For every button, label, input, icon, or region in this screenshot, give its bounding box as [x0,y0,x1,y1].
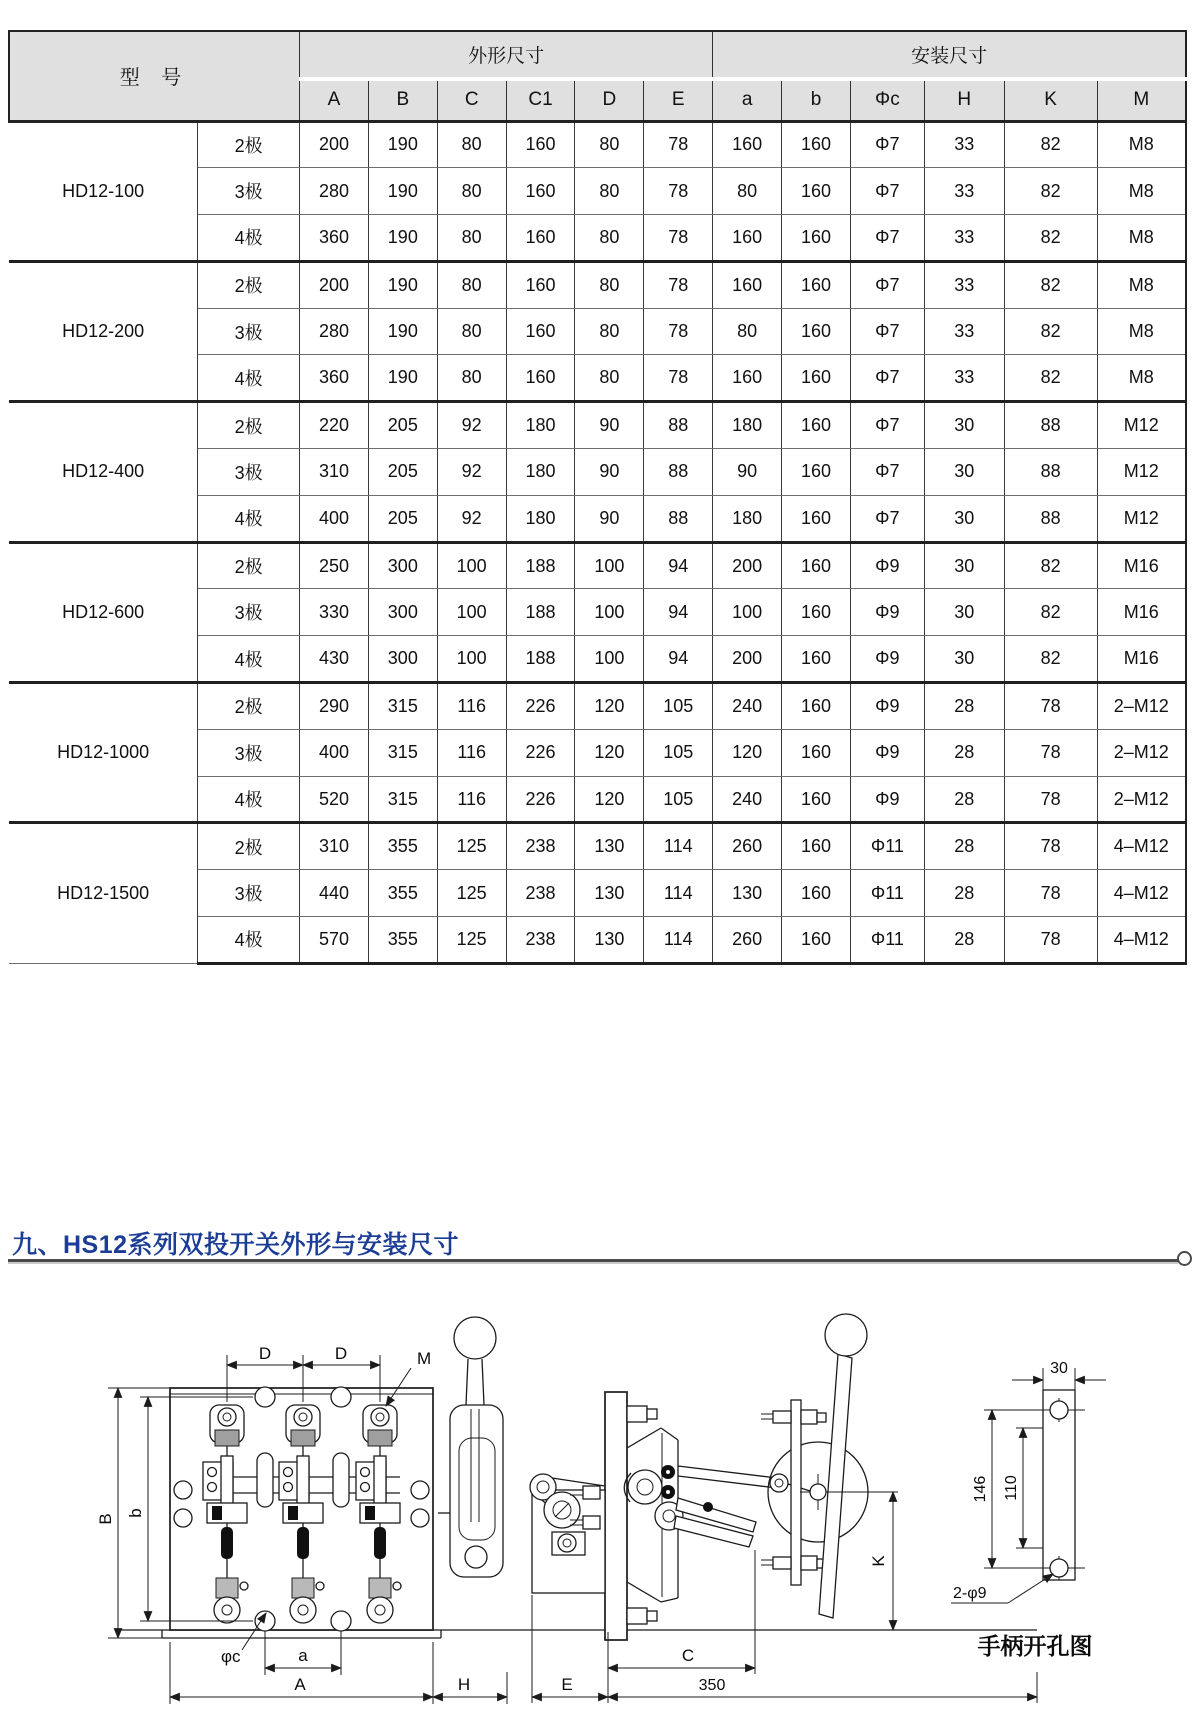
col-header-a: a [713,79,782,121]
value-cell: 78 [644,308,713,355]
value-cell: 92 [437,449,506,496]
value-cell: 30 [924,636,1004,683]
value-cell: 300 [368,636,437,683]
value-cell: 90 [575,449,644,496]
value-cell: 30 [924,449,1004,496]
value-cell: 200 [713,542,782,589]
value-cell: 88 [644,495,713,542]
front-view-drawing [96,1344,507,1704]
value-cell: 220 [300,402,369,449]
value-cell: 205 [368,449,437,496]
value-cell: 190 [368,308,437,355]
dim-label-H: H [457,1675,471,1694]
value-cell: 160 [782,589,851,636]
heading-rule-end-ring [1177,1251,1192,1266]
value-cell: 30 [924,589,1004,636]
value-cell: 78 [644,261,713,308]
value-cell: 78 [644,168,713,215]
value-cell: Φ7 [850,168,924,215]
value-cell: 160 [782,495,851,542]
value-cell: 238 [506,917,575,964]
pole-cell: 3极 [198,729,300,776]
value-cell: 80 [437,355,506,402]
value-cell: 125 [437,870,506,917]
value-cell: 130 [575,823,644,870]
value-cell: 80 [437,168,506,215]
dim-label-2-phi9: 2-φ9 [953,1585,987,1602]
value-cell: 82 [1004,589,1097,636]
value-cell: 82 [1004,542,1097,589]
model-cell: HD12-1500 [9,823,198,963]
value-cell: 78 [644,215,713,262]
value-cell: 88 [1004,402,1097,449]
model-cell: HD12-1000 [9,683,198,823]
table-body [9,121,1186,963]
value-cell: 160 [782,449,851,496]
value-cell: 250 [300,542,369,589]
value-cell: 160 [713,261,782,308]
value-cell: 80 [575,308,644,355]
value-cell: M8 [1097,261,1186,308]
pole-cell: 4极 [198,776,300,823]
pole-cell: 3极 [198,308,300,355]
value-cell: 160 [713,355,782,402]
dim-label-B: B [96,1513,115,1525]
pole-cell: 2极 [198,121,300,168]
value-cell: M16 [1097,589,1186,636]
value-cell: 30 [924,495,1004,542]
value-cell: Φ9 [850,683,924,730]
value-cell: 116 [437,729,506,776]
value-cell: 114 [644,870,713,917]
value-cell: 440 [300,870,369,917]
top-mount-hole [255,1387,275,1407]
value-cell: 160 [506,261,575,308]
dim-label-D1: D [258,1344,272,1363]
value-cell: 190 [368,261,437,308]
technical-drawings [0,1280,1200,1734]
value-cell: 280 [300,308,369,355]
value-cell: 130 [575,917,644,964]
table-row [9,542,1186,589]
pole-cell: 2极 [198,402,300,449]
value-cell: 160 [782,308,851,355]
value-cell: 160 [713,121,782,168]
value-cell: 355 [368,870,437,917]
model-cell: HD12-400 [9,402,198,542]
value-cell: 82 [1004,355,1097,402]
value-cell: Φ7 [850,402,924,449]
dim-label-110: 110 [1003,1475,1020,1501]
pole-cell: 3极 [198,449,300,496]
value-cell: 160 [713,215,782,262]
value-cell: 160 [782,542,851,589]
value-cell: 116 [437,683,506,730]
value-cell: M12 [1097,449,1186,496]
value-cell: 82 [1004,308,1097,355]
value-cell: 400 [300,729,369,776]
value-cell: M8 [1097,215,1186,262]
value-cell: 80 [437,215,506,262]
value-cell: Φ9 [850,589,924,636]
value-cell: 90 [575,495,644,542]
value-cell: 310 [300,823,369,870]
mounting-dims-group-header: 安装尺寸 [713,31,1186,79]
value-cell: 120 [575,683,644,730]
value-cell: 80 [575,121,644,168]
table-row [9,402,1186,449]
value-cell: 94 [644,589,713,636]
value-cell: 28 [924,917,1004,964]
value-cell: 200 [300,121,369,168]
value-cell: 82 [1004,168,1097,215]
pole-cell: 4极 [198,917,300,964]
value-cell: 188 [506,589,575,636]
value-cell: Φ9 [850,776,924,823]
dim-label-b: b [126,1508,145,1518]
value-cell: 190 [368,168,437,215]
value-cell: 160 [782,776,851,823]
value-cell: Φ11 [850,870,924,917]
value-cell: 160 [782,355,851,402]
value-cell: 90 [713,449,782,496]
value-cell: 125 [437,917,506,964]
value-cell: 520 [300,776,369,823]
model-column-header: 型 号 [9,31,300,121]
value-cell: 88 [644,402,713,449]
handle-knob [454,1317,496,1359]
value-cell: 238 [506,823,575,870]
value-cell: 100 [575,589,644,636]
value-cell: 82 [1004,215,1097,262]
value-cell: 28 [924,870,1004,917]
col-header-B: B [368,79,437,121]
value-cell: 33 [924,261,1004,308]
value-cell: 4–M12 [1097,823,1186,870]
value-cell: 82 [1004,261,1097,308]
value-cell: 78 [644,121,713,168]
value-cell: 188 [506,542,575,589]
model-cell: HD12-600 [9,542,198,682]
value-cell: Φ7 [850,449,924,496]
value-cell: 190 [368,121,437,168]
pole-cell: 2极 [198,683,300,730]
value-cell: 130 [713,870,782,917]
dim-label-C: C [681,1646,695,1665]
value-cell: 160 [782,729,851,776]
value-cell: 238 [506,870,575,917]
header-group-row [9,31,1186,79]
value-cell: 80 [437,261,506,308]
value-cell: Φ11 [850,917,924,964]
value-cell: 28 [924,729,1004,776]
value-cell: 120 [575,729,644,776]
pole-cell: 3极 [198,589,300,636]
value-cell: 114 [644,823,713,870]
value-cell: Φ9 [850,636,924,683]
col-header-b: b [782,79,851,121]
value-cell: 240 [713,776,782,823]
value-cell: 94 [644,542,713,589]
value-cell: 160 [782,823,851,870]
value-cell: 33 [924,355,1004,402]
handle-hole-drawing [951,1360,1106,1659]
value-cell: 180 [506,495,575,542]
value-cell: 180 [506,402,575,449]
value-cell: M16 [1097,636,1186,683]
value-cell: 160 [506,355,575,402]
value-cell: 355 [368,823,437,870]
value-cell: 88 [1004,449,1097,496]
dim-label-146: 146 [972,1475,989,1503]
value-cell: 160 [506,168,575,215]
bottom-mount-hole [331,1611,351,1631]
value-cell: 105 [644,776,713,823]
pole-cell: 4极 [198,495,300,542]
table-row [9,683,1186,730]
value-cell: 160 [782,168,851,215]
value-cell: 80 [575,355,644,402]
value-cell: 160 [782,870,851,917]
value-cell: 105 [644,683,713,730]
pole-cell: 2极 [198,823,300,870]
model-cell: HD12-200 [9,261,198,401]
value-cell: Φ7 [850,215,924,262]
value-cell: M8 [1097,355,1186,402]
value-cell: Φ11 [850,823,924,870]
pole-cell: 2极 [198,542,300,589]
handle-hole-top [1050,1401,1068,1419]
value-cell: 33 [924,308,1004,355]
heading-rule [8,1259,1178,1262]
value-cell: 160 [506,308,575,355]
value-cell: 78 [1004,917,1097,964]
value-cell: 120 [713,729,782,776]
value-cell: 188 [506,636,575,683]
table-row [9,261,1186,308]
side-view-drawing [438,1314,1037,1703]
value-cell: 200 [300,261,369,308]
value-cell: Φ7 [850,495,924,542]
value-cell: 190 [368,355,437,402]
value-cell: 280 [300,168,369,215]
value-cell: 80 [713,308,782,355]
value-cell: 30 [924,542,1004,589]
value-cell: 260 [713,823,782,870]
value-cell: 94 [644,636,713,683]
rotary-handle-knob [825,1314,867,1356]
value-cell: Φ7 [850,308,924,355]
value-cell: 78 [1004,870,1097,917]
pole-cell: 4极 [198,636,300,683]
value-cell: 28 [924,683,1004,730]
value-cell: 116 [437,776,506,823]
value-cell: 33 [924,168,1004,215]
value-cell: 88 [1004,495,1097,542]
value-cell: 300 [368,589,437,636]
value-cell: Φ9 [850,542,924,589]
value-cell: 114 [644,917,713,964]
value-cell: 180 [713,495,782,542]
value-cell: 130 [575,870,644,917]
value-cell: M8 [1097,308,1186,355]
value-cell: 105 [644,729,713,776]
dim-label-E: E [561,1675,573,1694]
col-header-phic: Φc [850,79,924,121]
value-cell: 180 [713,402,782,449]
value-cell: 90 [575,402,644,449]
value-cell: Φ7 [850,261,924,308]
pole-cell: 3极 [198,870,300,917]
value-cell: 100 [575,542,644,589]
value-cell: 330 [300,589,369,636]
col-header-A: A [300,79,369,121]
value-cell: Φ7 [850,121,924,168]
col-header-C: C [437,79,506,121]
value-cell: 160 [782,636,851,683]
value-cell: 120 [575,776,644,823]
table-row [9,823,1186,870]
value-cell: 78 [1004,729,1097,776]
value-cell: 160 [506,121,575,168]
table-row [9,121,1186,168]
value-cell: 78 [1004,683,1097,730]
value-cell: 315 [368,729,437,776]
value-cell: 160 [782,121,851,168]
section-heading: 九、HS12系列双投开关外形与安装尺寸 [12,1231,460,1259]
value-cell: 4–M12 [1097,917,1186,964]
value-cell: 310 [300,449,369,496]
value-cell: 100 [437,542,506,589]
value-cell: 88 [644,449,713,496]
value-cell: M16 [1097,542,1186,589]
dim-label-M: M [417,1349,432,1368]
value-cell: M12 [1097,495,1186,542]
value-cell: 315 [368,776,437,823]
pole-cell: 2极 [198,261,300,308]
value-cell: 205 [368,495,437,542]
value-cell: 100 [713,589,782,636]
value-cell: 2–M12 [1097,683,1186,730]
value-cell: M12 [1097,402,1186,449]
value-cell: 200 [713,636,782,683]
value-cell: 2–M12 [1097,776,1186,823]
pole-cell: 3极 [198,168,300,215]
value-cell: 4–M12 [1097,870,1186,917]
value-cell: 240 [713,683,782,730]
value-cell: 226 [506,776,575,823]
dim-label-K: K [869,1555,888,1567]
dim-label-D2: D [334,1344,348,1363]
value-cell: 33 [924,121,1004,168]
value-cell: 160 [782,683,851,730]
value-cell: 100 [575,636,644,683]
value-cell: 80 [575,215,644,262]
value-cell: 82 [1004,636,1097,683]
dim-label-a: a [298,1646,308,1665]
value-cell: Φ7 [850,355,924,402]
outline-dims-group-header: 外形尺寸 [300,31,713,79]
value-cell: 430 [300,636,369,683]
value-cell: 28 [924,823,1004,870]
value-cell: 160 [782,917,851,964]
value-cell: 226 [506,729,575,776]
value-cell: 160 [782,215,851,262]
model-cell: HD12-100 [9,121,198,261]
value-cell: 360 [300,355,369,402]
value-cell: 30 [924,402,1004,449]
value-cell: 100 [437,589,506,636]
value-cell: 28 [924,776,1004,823]
value-cell: 570 [300,917,369,964]
col-header-K: K [1004,79,1097,121]
col-header-D: D [575,79,644,121]
value-cell: 360 [300,215,369,262]
dim-label-350: 350 [698,1677,726,1694]
col-header-M: M [1097,79,1186,121]
value-cell: 2–M12 [1097,729,1186,776]
value-cell: 160 [782,261,851,308]
dim-label-phic: φc [221,1647,241,1666]
value-cell: 82 [1004,121,1097,168]
value-cell: 80 [575,261,644,308]
handle-hole-caption: 手柄开孔图 [977,1633,1093,1659]
col-header-H: H [924,79,1004,121]
value-cell: 78 [1004,776,1097,823]
col-header-C1: C1 [506,79,575,121]
value-cell: 205 [368,402,437,449]
value-cell: 125 [437,823,506,870]
value-cell: 160 [782,402,851,449]
value-cell: 180 [506,449,575,496]
value-cell: M8 [1097,168,1186,215]
value-cell: 260 [713,917,782,964]
value-cell: 290 [300,683,369,730]
dim-label-A: A [294,1675,306,1694]
value-cell: M8 [1097,121,1186,168]
value-cell: 92 [437,495,506,542]
pole-cell: 4极 [198,215,300,262]
table-header [9,31,1186,121]
value-cell: 33 [924,215,1004,262]
dim-label-30: 30 [1050,1360,1068,1377]
value-cell: 300 [368,542,437,589]
value-cell: 355 [368,917,437,964]
value-cell: 400 [300,495,369,542]
pole-cell: 4极 [198,355,300,402]
value-cell: 100 [437,636,506,683]
value-cell: Φ9 [850,729,924,776]
value-cell: 80 [575,168,644,215]
top-mount-hole [331,1387,351,1407]
value-cell: 190 [368,215,437,262]
dimension-table [8,30,1187,965]
value-cell: 80 [437,121,506,168]
value-cell: 80 [713,168,782,215]
value-cell: 226 [506,683,575,730]
value-cell: 92 [437,402,506,449]
value-cell: 80 [437,308,506,355]
value-cell: 78 [644,355,713,402]
value-cell: 315 [368,683,437,730]
value-cell: 160 [506,215,575,262]
col-header-E: E [644,79,713,121]
value-cell: 78 [1004,823,1097,870]
